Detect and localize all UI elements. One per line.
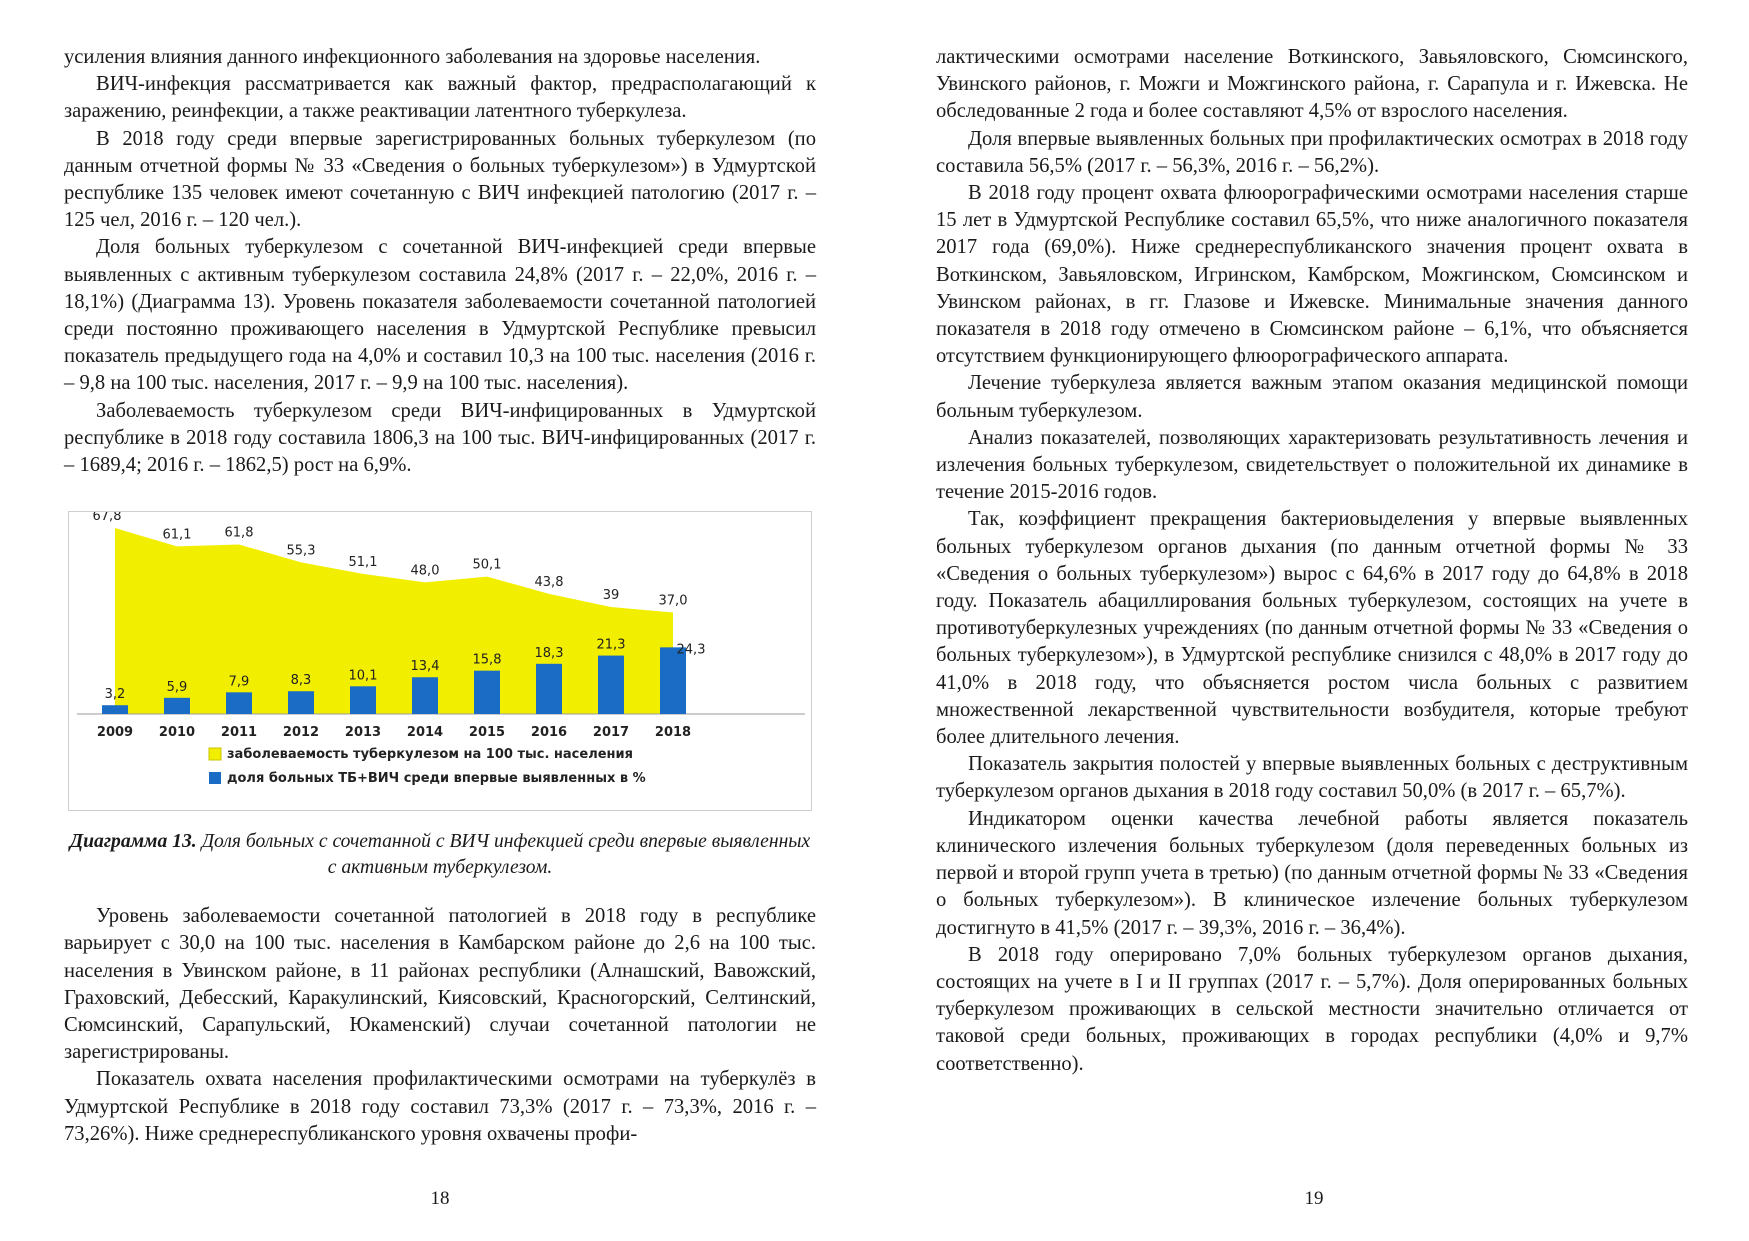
x-tick-2014: 2014 [406, 725, 444, 741]
x-tick-2009: 2009 [96, 725, 134, 741]
bar-label-2014: 13,4 [410, 659, 440, 675]
legend-label-incidence: заболеваемость туберкулезом на 100 тыс. населения [227, 747, 633, 763]
paragraph: лактическими осмотрами население Воткинского, Завьяловского, Сюмсинского, Увинского районов, г. Можги и Можгинского района, г. Сарапула и г. Ижевска. Не обследованные 2 года и более составляют 4,5% от взрослого населения. [936, 46, 1688, 123]
bar-label-2017: 21,3 [596, 637, 626, 653]
x-tick-2012: 2012 [282, 725, 320, 741]
left-page [64, 44, 816, 1148]
right-text-block [936, 44, 1688, 1078]
x-tick-2013: 2013 [344, 725, 382, 741]
paragraph: Уровень заболеваемости сочетанной патологией в 2018 году в республике варьирует с 30,0 на 100 тыс. населения в Камбарском районе до 2,6 на 100 тыс. населения в Увинском районе, в 11 районах республики (Алнашский, Вавожский, Граховский, Дебесский, Каракулинский, Киясовский, Красногорский, Селтинский, Сюмсинский, Сарапульский, Юкаменский) случаи сочетанной патологии не зарегистрированы. [64, 905, 816, 1064]
bar-label-2009: 3,2 [104, 687, 126, 703]
bar-2013 [350, 687, 376, 715]
paragraph: Заболеваемость туберкулезом среди ВИЧ-инфицированных в Удмуртской республике в 2018 году составила 1806,3 на 100 тыс. ВИЧ-инфицированных (2017 г. – 1689,4; 2016 г. – 1862,5) рост на 6,9%. [64, 399, 816, 477]
bar-label-2013: 10,1 [348, 668, 378, 684]
paragraph: усиления влияния данного инфекционного заболевания на здоровье населения. [64, 46, 761, 68]
x-tick-2018: 2018 [654, 725, 692, 741]
chart-caption [64, 829, 816, 881]
paragraph: В 2018 году среди впервые зарегистрированных больных туберкулезом (по данным отчетной формы № 33 «Сведения о больных туберкулезом») в Удмуртской республике 135 человек имеют сочетанную с ВИЧ инфекцией патологию (2017 г. – 125 чел, 2016 г. – 120 чел.). [64, 127, 816, 232]
page-number-right: 19 [1304, 1188, 1324, 1209]
page-number-left: 18 [430, 1188, 450, 1209]
right-page [936, 44, 1688, 1078]
area-label-2014: 48,0 [410, 563, 440, 579]
bar-2010 [164, 698, 190, 714]
x-tick-2016: 2016 [530, 725, 568, 741]
area-label-2017: 39 [602, 588, 620, 604]
paragraph: Индикатором оценки качества лечебной работы является показатель клинического излечения больных туберкулезом (доля переведенных больных из первой и второй групп учета в третью) (по данным отчетной формы № 33 «Сведения о больных туберкулезом»). В клиническое излечение больных туберкулезом достигнуто в 41,5% (2017 г. – 39,3%, 2016 г. – 36,4%). [936, 807, 1688, 939]
bar-2016 [536, 664, 562, 714]
chart-svg [69, 512, 811, 810]
legend-swatch-incidence [209, 748, 221, 760]
paragraph: Показатель охвата населения профилактическими осмотрами на туберкулёз в Удмуртской Республике в 2018 году составил 73,3% (2017 г. – 73,3%, 2016 г. – 73,26%). Ниже среднереспубликанского уровня охвачены профи- [64, 1068, 816, 1145]
x-tick-2011: 2011 [220, 725, 258, 741]
x-tick-2015: 2015 [468, 725, 506, 741]
chart-diagram-13 [68, 511, 812, 811]
bar-2015 [474, 671, 500, 714]
legend-label-tb-hiv: доля больных ТБ+ВИЧ среди впервые выявленных в % [227, 771, 646, 787]
bar-2014 [412, 677, 438, 714]
paragraph: Доля больных туберкулезом с сочетанной ВИЧ-инфекцией среди впервые выявленных с активным туберкулезом составила 24,8% (2017 г. – 22,0%, 2016 г. – 18,1%) (Диаграмма 13). Уровень показателя заболеваемости сочетанной патологией среди постоянно проживающего населения в Удмуртской Республике превысил показатель предыдущего года на 4,0% и составил 10,3 на 100 тыс. населения (2016 г. – 9,8 на 100 тыс. населения, 2017 г. – 9,9 на 100 тыс. населения). [64, 236, 816, 395]
x-tick-2010: 2010 [158, 725, 196, 741]
area-label-2011: 61,8 [224, 525, 254, 541]
area-label-2016: 43,8 [534, 575, 564, 591]
area-label-2018: 37,0 [658, 593, 688, 609]
paragraph: ВИЧ-инфекция рассматривается как важный фактор, предрасполагающий к заражению, реинфекции, а также реактивации латентного туберкулеза. [64, 73, 816, 123]
caption-text: Доля больных с сочетанной с ВИЧ инфекцией среди впервые выявленных с активным туберкулезом. [201, 831, 811, 879]
bar-label-2016: 18,3 [534, 646, 564, 662]
area-label-2015: 50,1 [472, 557, 502, 573]
paragraph: В 2018 году процент охвата флюорографическими осмотрами населения старше 15 лет в Удмуртской Республике составил 65,5%, что ниже аналогичного показателя 2017 года (69,0%). Ниже среднереспубликанского значения процент охвата в Воткинском, Завьяловском, Игринском, Камбрском, Можгинском, Сюмсинском и Увинском районах, в гг. Глазове и Ижевске. Минимальные значения данного показателя в 2018 году отмечено в Сюмсинском районе – 6,1%, что объясняется отсутствием функционирующего флюорографического аппарата. [936, 182, 1688, 368]
paragraph: Так, коэффициент прекращения бактериовыделения у впервые выявленных больных туберкулезом органов дыхания (по данным отчетной формы № 33 «Сведения о больных туберкулезом») вырос с 64,6% в 2017 году до 64,8% в 2018 году. Показатель абациллирования больных туберкулезом, состоящих на учете в противотуберкулезных учреждениях (по данным отчетной формы № 33 «Сведения о больных туберкулезом»), в Удмуртской республике снизился с 48,0% в 2017 году до 41,0% в 2018 году, что объясняется ростом числа больных с развитием множественной лекарственной чувствительности возбудителя, которые требуют более длительного лечения. [936, 508, 1688, 749]
bar-label-2015: 15,8 [472, 652, 502, 668]
paragraph: В 2018 году оперировано 7,0% больных туберкулезом органов дыхания, состоящих на учете в I и II группах (2017 г. – 5,7%). Доля оперированных больных туберкулезом проживающих в сельской местности значительно отличается от таковой среди больных, проживающих в городах республики (4,0% и 9,7% соответственно). [936, 943, 1688, 1075]
area-series-incidence [115, 525, 673, 714]
area-label-2009: 67,8 [92, 512, 122, 525]
bar-2009 [102, 705, 128, 714]
area-label-2012: 55,3 [286, 543, 316, 559]
bar-label-2012: 8,3 [290, 673, 312, 689]
x-tick-2017: 2017 [592, 725, 630, 741]
paragraph: Лечение туберкулеза является важным этапом оказания медицинской помощи больным туберкулезом. [936, 372, 1688, 422]
caption-label: Диаграмма 13. [69, 831, 197, 853]
paragraph: Показатель закрытия полостей у впервые выявленных больных с деструктивным туберкулезом органов дыхания в 2018 году составил 50,0% (в 2017 г. – 65,7%). [936, 753, 1688, 803]
left-text-block [64, 44, 816, 479]
bar-2017 [598, 656, 624, 714]
bar-label-2011: 7,9 [228, 674, 250, 690]
left-text-block-after [64, 903, 816, 1148]
paragraph: Анализ показателей, позволяющих характеризовать результативность лечения и излечения больных туберкулезом, свидетельствует о положительной их динамике в течение 2015-2016 годов. [936, 426, 1688, 504]
area-label-2010: 61,1 [162, 527, 192, 543]
paragraph: Доля впервые выявленных больных при профилактических осмотрах в 2018 году составила 56,5% (2017 г. – 56,3%, 2016 г. – 56,2%). [936, 127, 1688, 177]
legend-swatch-tb-hiv [209, 772, 221, 784]
bar-2011 [226, 693, 252, 715]
area-label-2013: 51,1 [348, 555, 378, 571]
bar-label-2010: 5,9 [166, 680, 188, 696]
bar-2012 [288, 691, 314, 714]
bar-label-2018: 24,3 [676, 642, 706, 658]
